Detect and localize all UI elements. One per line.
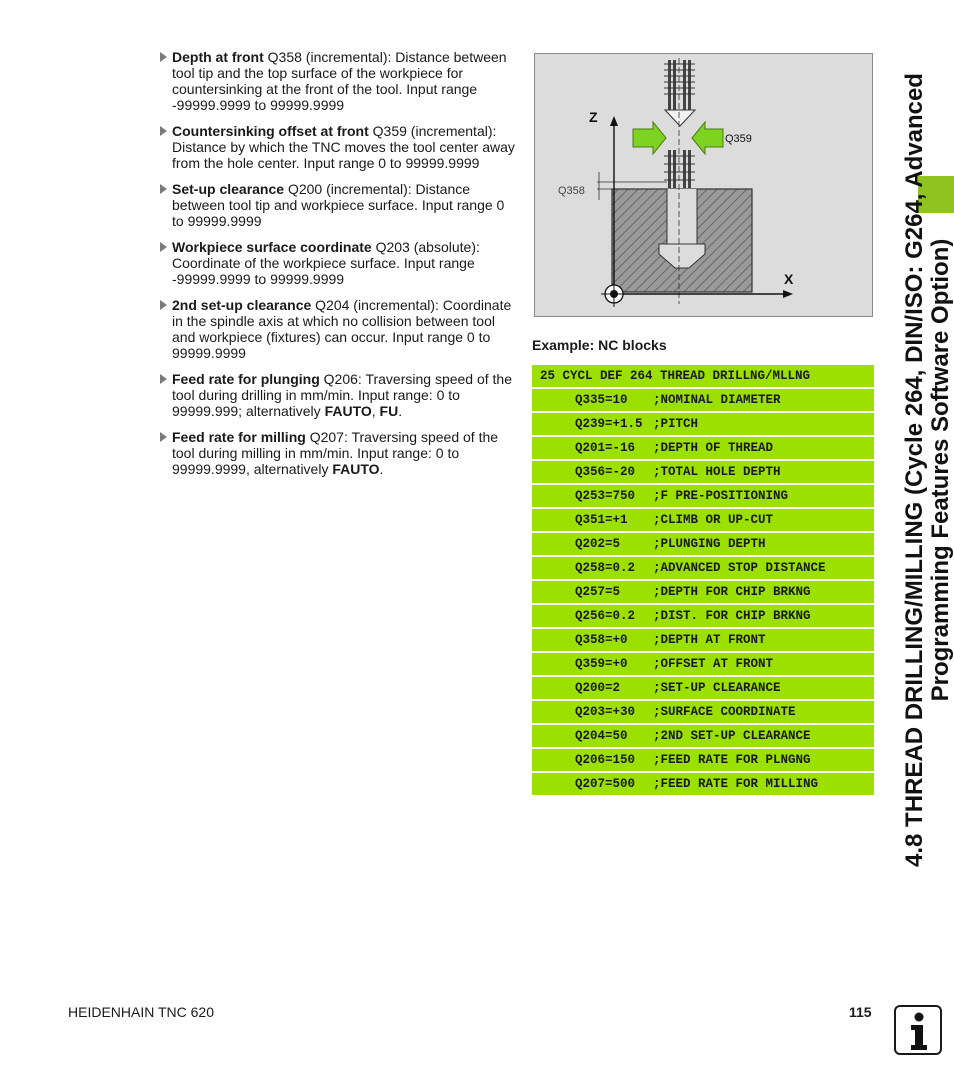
x-axis-label: X <box>784 271 794 287</box>
q359-arrows <box>633 122 723 154</box>
info-icon <box>894 1005 942 1055</box>
parameter-list <box>158 49 518 487</box>
nc-row: Q239=+1.5 ;PITCH <box>532 413 874 435</box>
q359-label: Q359 <box>725 133 752 145</box>
param-q358: Depth at front Q358 (incremental): Distance between tool tip and the top surface of the workpiece for countersinking at the front of the tool. Input range -99999.9999 to 99999.9999 <box>158 49 518 113</box>
chapter-side-title <box>898 40 954 900</box>
cycle-diagram-svg <box>535 54 872 316</box>
triangle-right-icon <box>160 242 167 252</box>
nc-block-list <box>532 365 874 797</box>
nc-row: Q207=500 ;FEED RATE FOR MILLING <box>532 773 874 795</box>
footer-product: HEIDENHAIN TNC 620 <box>68 1004 215 1020</box>
cycle-diagram <box>534 53 873 317</box>
q358-label: Q358 <box>558 185 585 197</box>
triangle-right-icon <box>160 300 167 310</box>
triangle-right-icon <box>160 374 167 384</box>
param-q200: Set-up clearance Q200 (incremental): Distance between tool tip and workpiece surface. Input range 0 to 99999.9999 <box>158 181 518 229</box>
triangle-right-icon <box>160 52 167 62</box>
nc-row: Q201=-16 ;DEPTH OF THREAD <box>532 437 874 459</box>
nc-row: Q256=0.2 ;DIST. FOR CHIP BRKNG <box>532 605 874 627</box>
nc-row: Q356=-20 ;TOTAL HOLE DEPTH <box>532 461 874 483</box>
side-title-line2: Programming Features Software Option) <box>927 238 954 702</box>
triangle-right-icon <box>160 126 167 136</box>
nc-row: Q258=0.2 ;ADVANCED STOP DISTANCE <box>532 557 874 579</box>
z-axis-label: Z <box>589 109 598 125</box>
nc-header-row: 25 CYCL DEF 264 THREAD DRILLNG/MLLNG <box>532 365 874 387</box>
param-q206: Feed rate for plunging Q206: Traversing speed of the tool during drilling in mm/min. Input range: 0 to 99999.999; alternatively FAUTO, FU. <box>158 371 518 419</box>
param-q359: Countersinking offset at front Q359 (incremental): Distance by which the TNC moves the tool center away from the hole center. Input range 0 to 99999.9999 <box>158 123 518 171</box>
nc-row: Q203=+30 ;SURFACE COORDINATE <box>532 701 874 723</box>
triangle-right-icon <box>160 184 167 194</box>
triangle-right-icon <box>160 432 167 442</box>
nc-row: Q257=5 ;DEPTH FOR CHIP BRKNG <box>532 581 874 603</box>
nc-row: Q200=2 ;SET-UP CLEARANCE <box>532 677 874 699</box>
nc-row: Q359=+0 ;OFFSET AT FRONT <box>532 653 874 675</box>
param-q207: Feed rate for milling Q207: Traversing speed of the tool during milling in mm/min. Input range: 0 to 99999.9999, alternatively FAUTO. <box>158 429 518 477</box>
side-title-line1: 4.8 THREAD DRILLING/MILLING (Cycle 264, DIN/ISO: G264, Advanced <box>901 73 929 867</box>
example-title: Example: NC blocks <box>532 337 667 353</box>
param-q203: Workpiece surface coordinate Q203 (absolute): Coordinate of the workpiece surface. Input range -99999.9999 to 99999.9999 <box>158 239 518 287</box>
workpiece <box>612 189 752 292</box>
nc-row: Q358=+0 ;DEPTH AT FRONT <box>532 629 874 651</box>
param-q204: 2nd set-up clearance Q204 (incremental): Coordinate in the spindle axis at which no collision between tool and workpiece (fixtures) can occur. Input range 0 to 99999.9999 <box>158 297 518 361</box>
nc-row: Q202=5 ;PLUNGING DEPTH <box>532 533 874 555</box>
page-number: 115 <box>849 1004 872 1020</box>
nc-row: Q335=10 ;NOMINAL DIAMETER <box>532 389 874 411</box>
nc-row: Q351=+1 ;CLIMB OR UP-CUT <box>532 509 874 531</box>
nc-row: Q204=50 ;2ND SET-UP CLEARANCE <box>532 725 874 747</box>
nc-row: Q253=750 ;F PRE-POSITIONING <box>532 485 874 507</box>
nc-row: Q206=150 ;FEED RATE FOR PLNGNG <box>532 749 874 771</box>
